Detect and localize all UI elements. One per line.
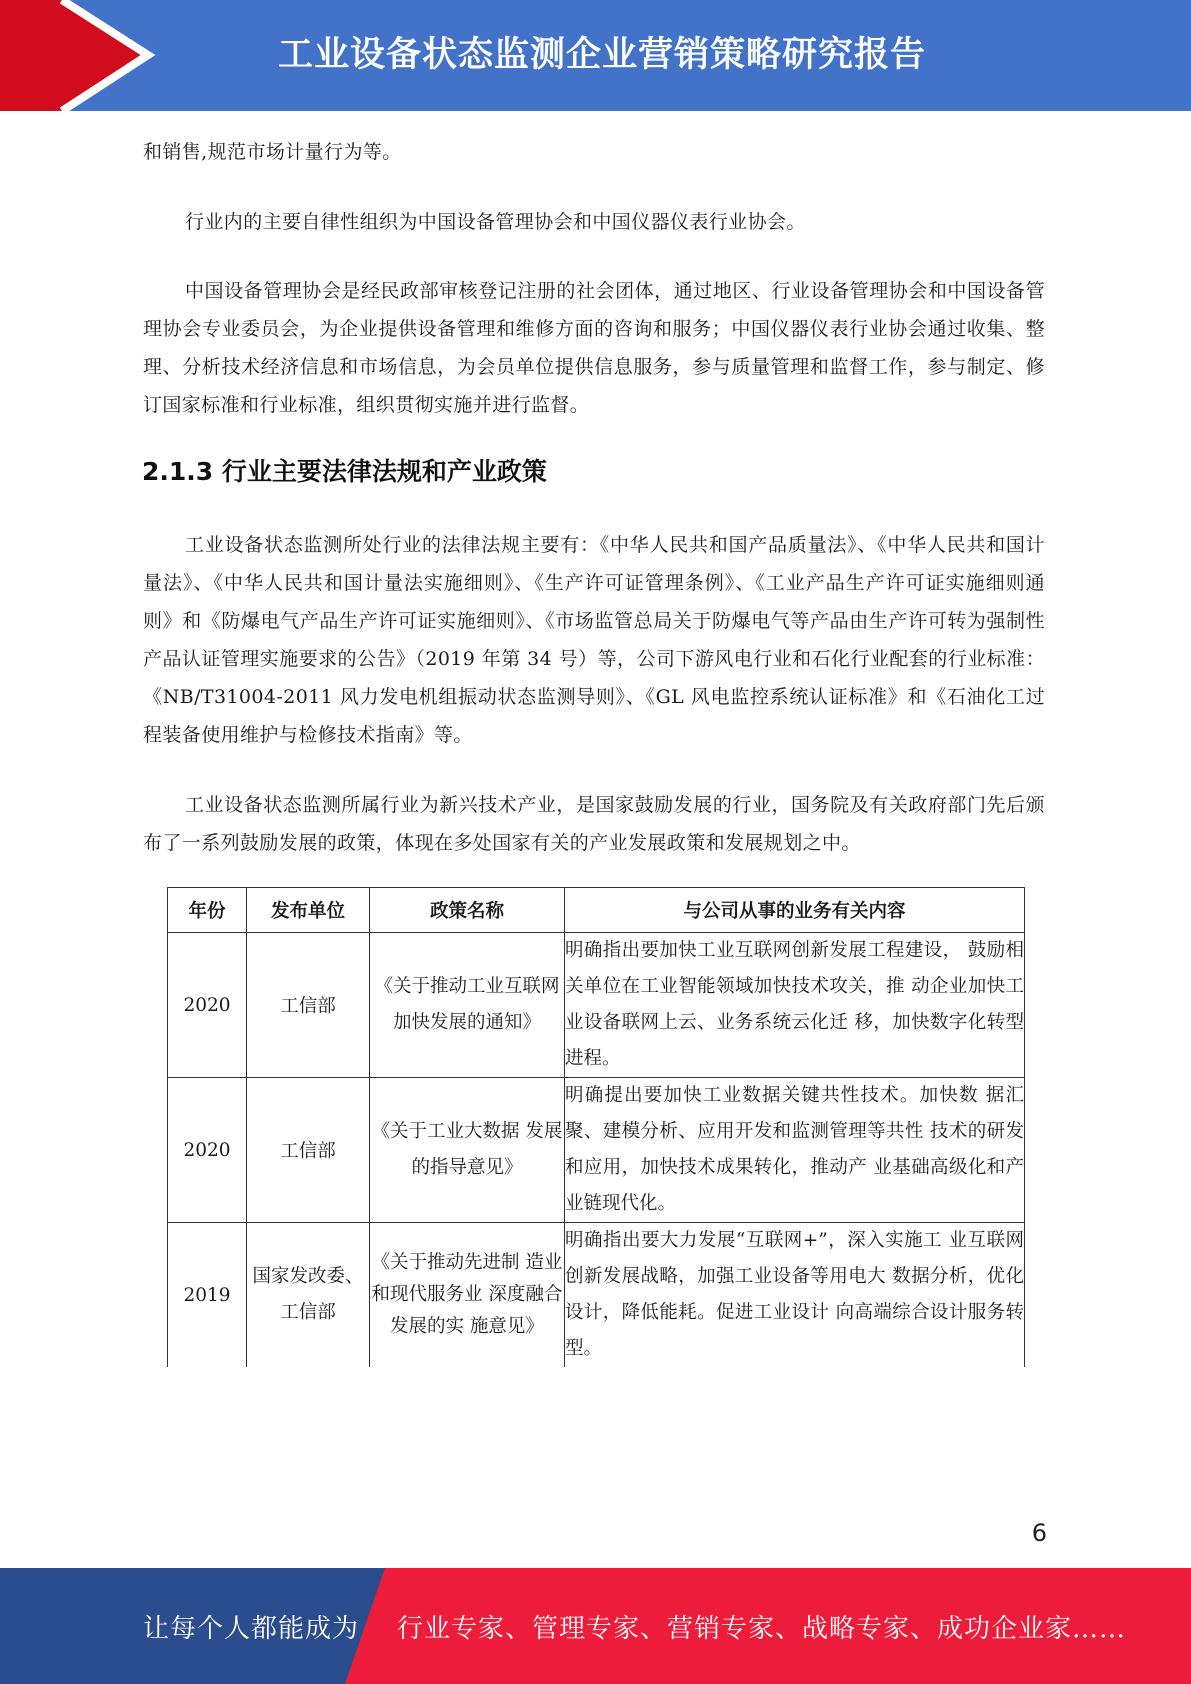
footer-slogan-left: 让每个人都能成为	[143, 1613, 360, 1644]
cell-policy-name: 《关于工业大数据 发展的指导意见》	[370, 1078, 565, 1223]
header-year: 年份	[168, 888, 247, 933]
paragraph-self-regulatory-orgs: 行业内的主要自律性组织为中国设备管理协会和中国仪器仪表行业协会。	[185, 211, 806, 233]
paragraph-laws: 工业设备状态监测所处行业的法律法规主要有：《中华人民共和国产品质量法》、《中华人民共和国计量法》、《中华人民共和国计量法实施细则》、《生产许可证管理条例》、《工业产品生产许可证实施细则通则》和《防爆电气产品生产许可证实施细则》、《市场监管总局关于防爆电气等产品由生产许可转为强制性产品认证管理实施要求的公告》（2019 年第 34 号）等，公司下游风电行业和石化行业配套的行业标准：《NB/T31004-2011 风力发电机组振动状态监测导则》、《GL 风电监控系统认证标准》和《石油化工过程装备使用维护与检修技术指南》等。	[143, 534, 1045, 746]
cell-publisher: 工信部	[247, 1078, 370, 1223]
cell-content: 明确提出要加快工业数据关键共性技术。加快数 据汇聚、建模分析、应用开发和监测管理等共性 技术的研发和应用，加快技术成果转化，推动产 业基础高级化和产业链现代化。	[565, 1078, 1025, 1223]
cell-year: 2019	[168, 1223, 247, 1368]
page-number: 6	[1031, 1519, 1047, 1547]
report-title: 工业设备状态监测企业营销策略研究报告	[278, 35, 927, 75]
table-row	[168, 1223, 1025, 1368]
paragraph-continuation: 和销售,规范市场计量行为等。	[143, 141, 402, 163]
cell-content: 明确指出要大力发展“互联网+”，深入实施工 业互联网创新发展战略，加强工业设备等用电大 数据分析，优化设计，降低能耗。促进工业设计 向高端综合设计服务转型。	[565, 1223, 1025, 1368]
cell-publisher: 国家发改委、工信部	[247, 1223, 370, 1368]
paragraph-policies: 工业设备状态监测所属行业为新兴技术产业，是国家鼓励发展的行业，国务院及有关政府部门先后颁布了一系列鼓励发展的政策，体现在多处国家有关的产业发展政策和发展规划之中。	[143, 794, 1045, 854]
table-header-row	[168, 888, 1025, 933]
cell-content: 明确指出要加快工业互联网创新发展工程建设， 鼓励相关单位在工业智能领域加快技术攻关，推 动企业加快工业设备联网上云、业务系统云化迁 移，加快数字化转型进程。	[565, 933, 1025, 1078]
paragraph-associations: 中国设备管理协会是经民政部审核登记注册的社会团体，通过地区、行业设备管理协会和中国设备管理协会专业委员会，为企业提供设备管理和维修方面的咨询和服务；中国仪器仪表行业协会通过收集、整理、分析技术经济信息和市场信息，为会员单位提供信息服务，参与质量管理和监督工作，参与制定、修订国家标准和行业标准，组织贯彻实施并进行监督。	[143, 280, 1045, 416]
header-policy-name: 政策名称	[370, 888, 565, 933]
cell-year: 2020	[168, 933, 247, 1078]
cell-publisher: 工信部	[247, 933, 370, 1078]
cell-policy-name: 《关于推动工业互联网加快发展的通知》	[370, 933, 565, 1078]
policy-table	[167, 887, 1025, 1367]
section-heading: 2.1.3 行业主要法律法规和产业政策	[142, 457, 547, 486]
table-row	[168, 933, 1025, 1078]
footer-slogan-right: 行业专家、管理专家、营销专家、战略专家、成功企业家……	[397, 1613, 1127, 1644]
page-header	[0, 0, 1191, 111]
header-related-content: 与公司从事的业务有关内容	[565, 888, 1025, 933]
header-publisher: 发布单位	[247, 888, 370, 933]
page-footer	[0, 1568, 1191, 1684]
table-row	[168, 1078, 1025, 1223]
cell-policy-name: 《关于推动先进制 造业和现代服务业 深度融合发展的实 施意见》	[370, 1223, 565, 1368]
cell-year: 2020	[168, 1078, 247, 1223]
